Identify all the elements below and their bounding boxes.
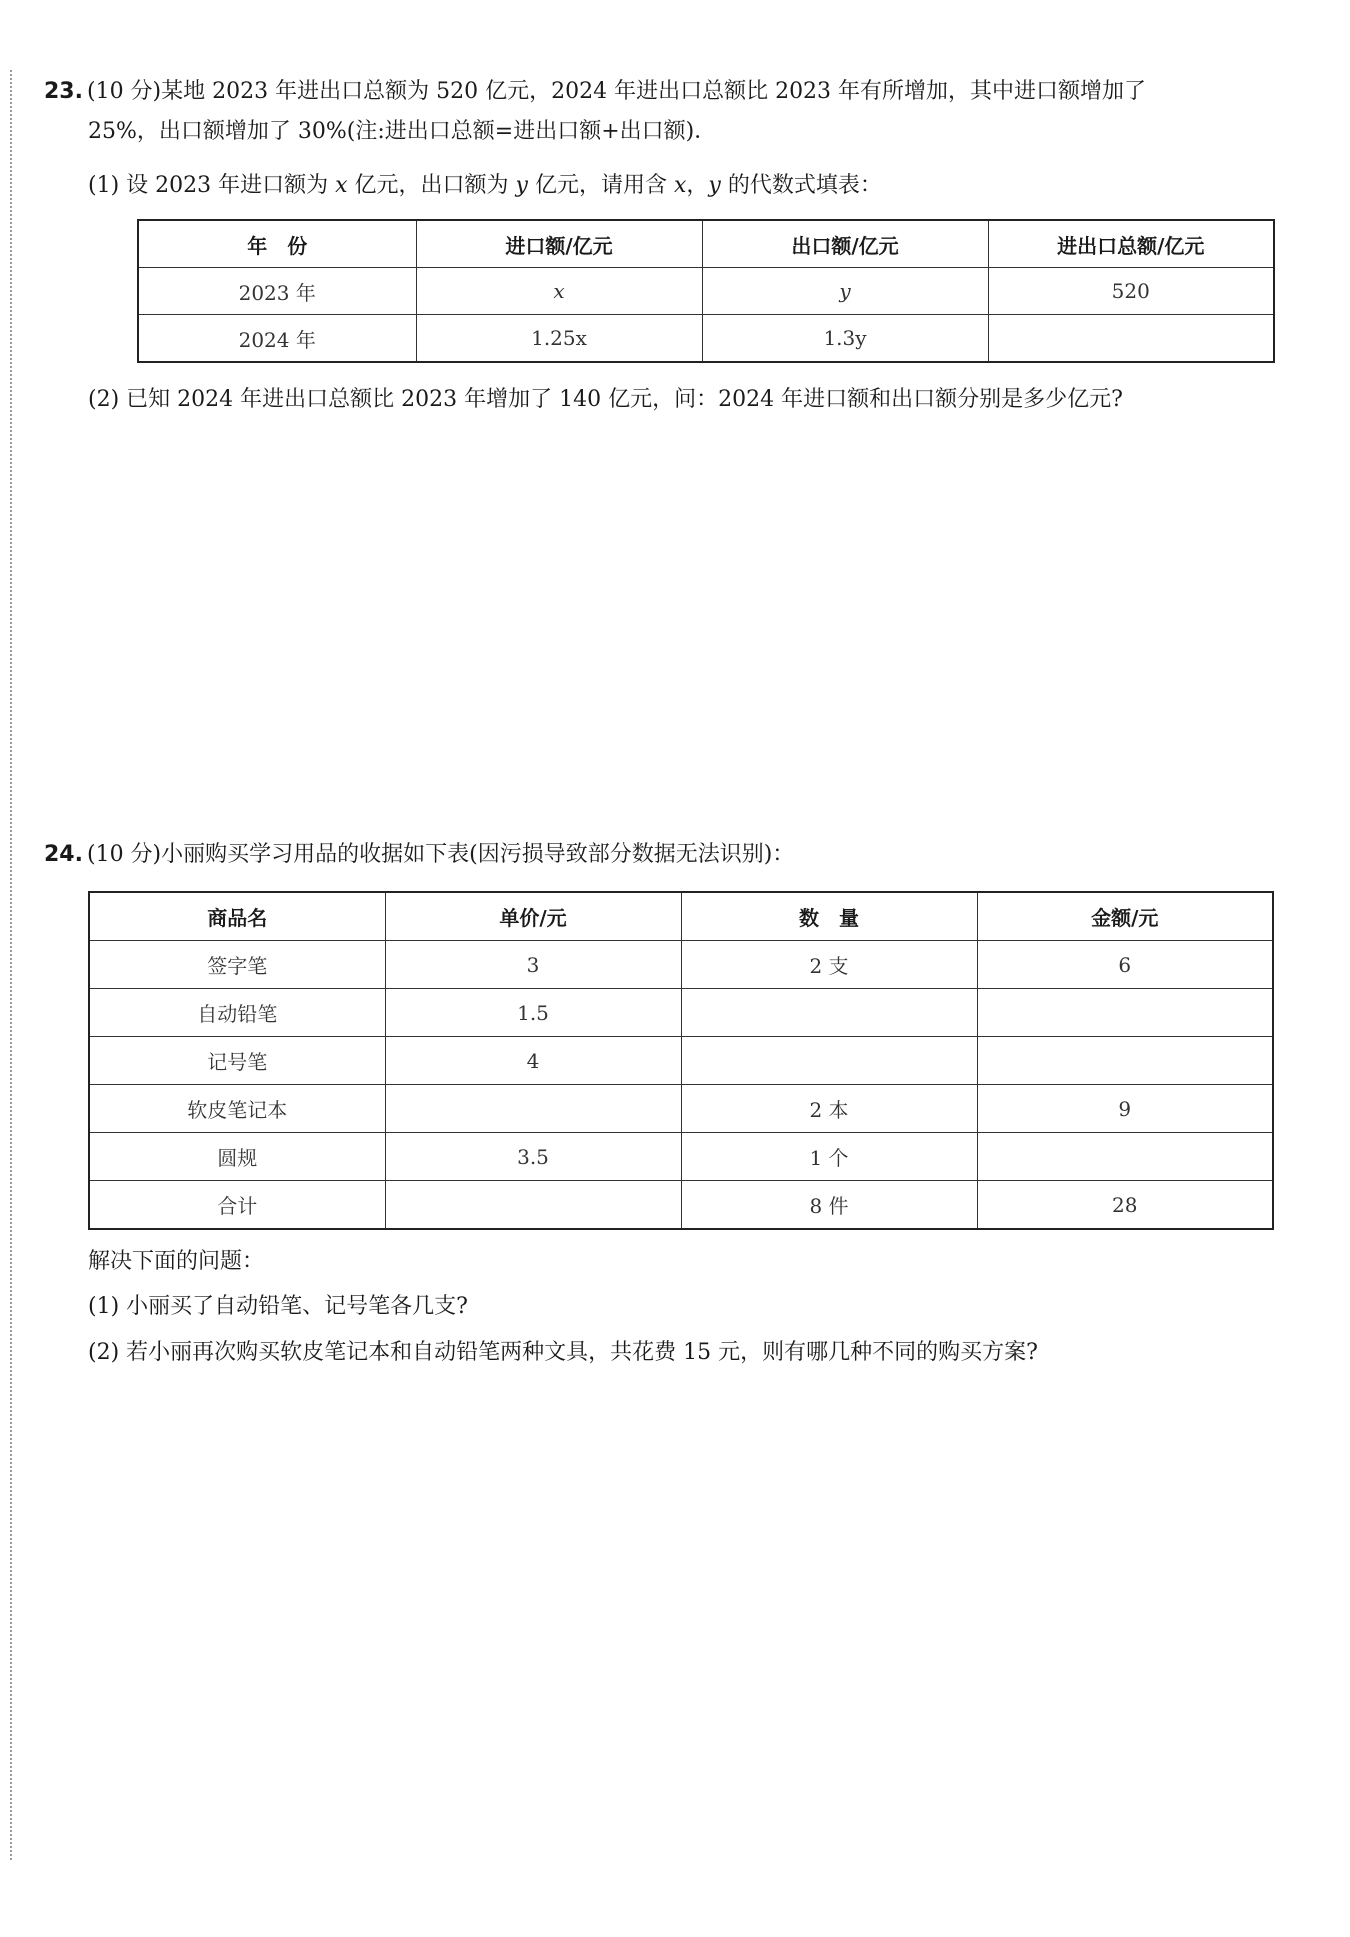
table-cell: 4 [385, 1037, 681, 1085]
table-cell: 自动铅笔 [89, 989, 385, 1037]
q24-part-2: (2) 若小丽再次购买软皮笔记本和自动铅笔两种文具，共花费 15 元，则有哪几种不同的购买方案? [88, 1340, 1038, 1365]
table-cell: 6 [977, 941, 1273, 989]
q23-table-header-row [138, 220, 1274, 268]
table-row [89, 1085, 1273, 1133]
q23-var-y: y [515, 173, 528, 198]
q23-part-1 [88, 170, 882, 202]
table-cell: y [702, 268, 988, 315]
q23-number: 23. [44, 79, 83, 104]
table-cell: 2 支 [681, 941, 977, 989]
q23-header-export: 出口额/亿元 [702, 220, 988, 268]
table-cell: x [416, 268, 702, 315]
table-row [89, 1133, 1273, 1181]
q24-table [88, 891, 1274, 1230]
table-cell: 2024 年 [138, 315, 416, 363]
q23-header-import: 进口额/亿元 [416, 220, 702, 268]
q24-intro: 解决下面的问题： [88, 1249, 265, 1274]
table-cell: 签字笔 [89, 941, 385, 989]
table-row [138, 268, 1274, 315]
q23-header-total: 进出口总额/亿元 [988, 220, 1274, 268]
table-cell: 1.3y [702, 315, 988, 363]
q24-table-header-row [89, 892, 1273, 941]
table-cell: 圆规 [89, 1133, 385, 1181]
q24-header-item: 商品名 [89, 892, 385, 941]
table-cell: 合计 [89, 1181, 385, 1230]
q24-line-1 [44, 839, 794, 871]
q23-part1-text-e: 的代数式填表： [720, 173, 882, 198]
table-cell: 1.25x [416, 315, 702, 363]
table-cell: 记号笔 [89, 1037, 385, 1085]
q23-var-x-2: x [673, 173, 687, 198]
q23-table [137, 219, 1275, 363]
q24-header-amount: 金额/元 [977, 892, 1273, 941]
table-cell [977, 1133, 1273, 1181]
q24-number: 24. [44, 842, 83, 867]
q24-part-1: (1) 小丽买了自动铅笔、记号笔各几支? [88, 1294, 468, 1319]
q23-part1-text-a: (1) 设 2023 年进口额为 [88, 173, 336, 198]
q23-var-x: x [335, 173, 348, 198]
binding-margin-rule [10, 70, 12, 1860]
q23-part1-text-b: 亿元，出口额为 [347, 173, 516, 198]
q24-header-unit-price: 单价/元 [385, 892, 681, 941]
table-cell: 2 本 [681, 1085, 977, 1133]
table-cell [977, 1037, 1273, 1085]
table-row [89, 1037, 1273, 1085]
table-cell: 3 [385, 941, 681, 989]
q24-stem: (10 分)小丽购买学习用品的收据如下表(因污损导致部分数据无法识别)： [86, 842, 795, 867]
q23-line-2: 25%，出口额增加了 30%(注:进出口总额=进出口额+出口额)． [88, 119, 717, 144]
table-row [89, 1181, 1273, 1230]
q23-part-2: (2) 已知 2024 年进出口总额比 2023 年增加了 140 亿元，问：2024 年进口额和出口额分别是多少亿元? [88, 387, 1123, 412]
q23-stem-1: (10 分)某地 2023 年进出口总额为 520 亿元，2024 年进出口总额比 2023 年有所增加，其中进口额增加了 [86, 79, 1147, 104]
table-row [89, 941, 1273, 989]
table-cell: 520 [988, 268, 1274, 315]
table-cell: 9 [977, 1085, 1273, 1133]
table-cell: 8 件 [681, 1181, 977, 1230]
answer-blank-cell[interactable] [988, 315, 1274, 363]
table-cell: 2023 年 [138, 268, 416, 315]
table-row [138, 315, 1274, 363]
q23-part1-text-d: ， [686, 173, 709, 198]
table-cell [681, 989, 977, 1037]
table-cell [681, 1037, 977, 1085]
table-cell: 1.5 [385, 989, 681, 1037]
table-row [89, 989, 1273, 1037]
table-cell: 1 个 [681, 1133, 977, 1181]
table-cell: 3.5 [385, 1133, 681, 1181]
q24-header-quantity: 数 量 [681, 892, 977, 941]
q23-line-1 [44, 76, 1146, 108]
table-cell [385, 1085, 681, 1133]
table-cell: 28 [977, 1181, 1273, 1230]
q23-part1-text-c: 亿元，请用含 [527, 173, 674, 198]
table-cell: 软皮笔记本 [89, 1085, 385, 1133]
table-cell [977, 989, 1273, 1037]
table-cell [385, 1181, 681, 1230]
q23-header-year: 年 份 [138, 220, 416, 268]
q23-var-y-2: y [708, 173, 721, 198]
